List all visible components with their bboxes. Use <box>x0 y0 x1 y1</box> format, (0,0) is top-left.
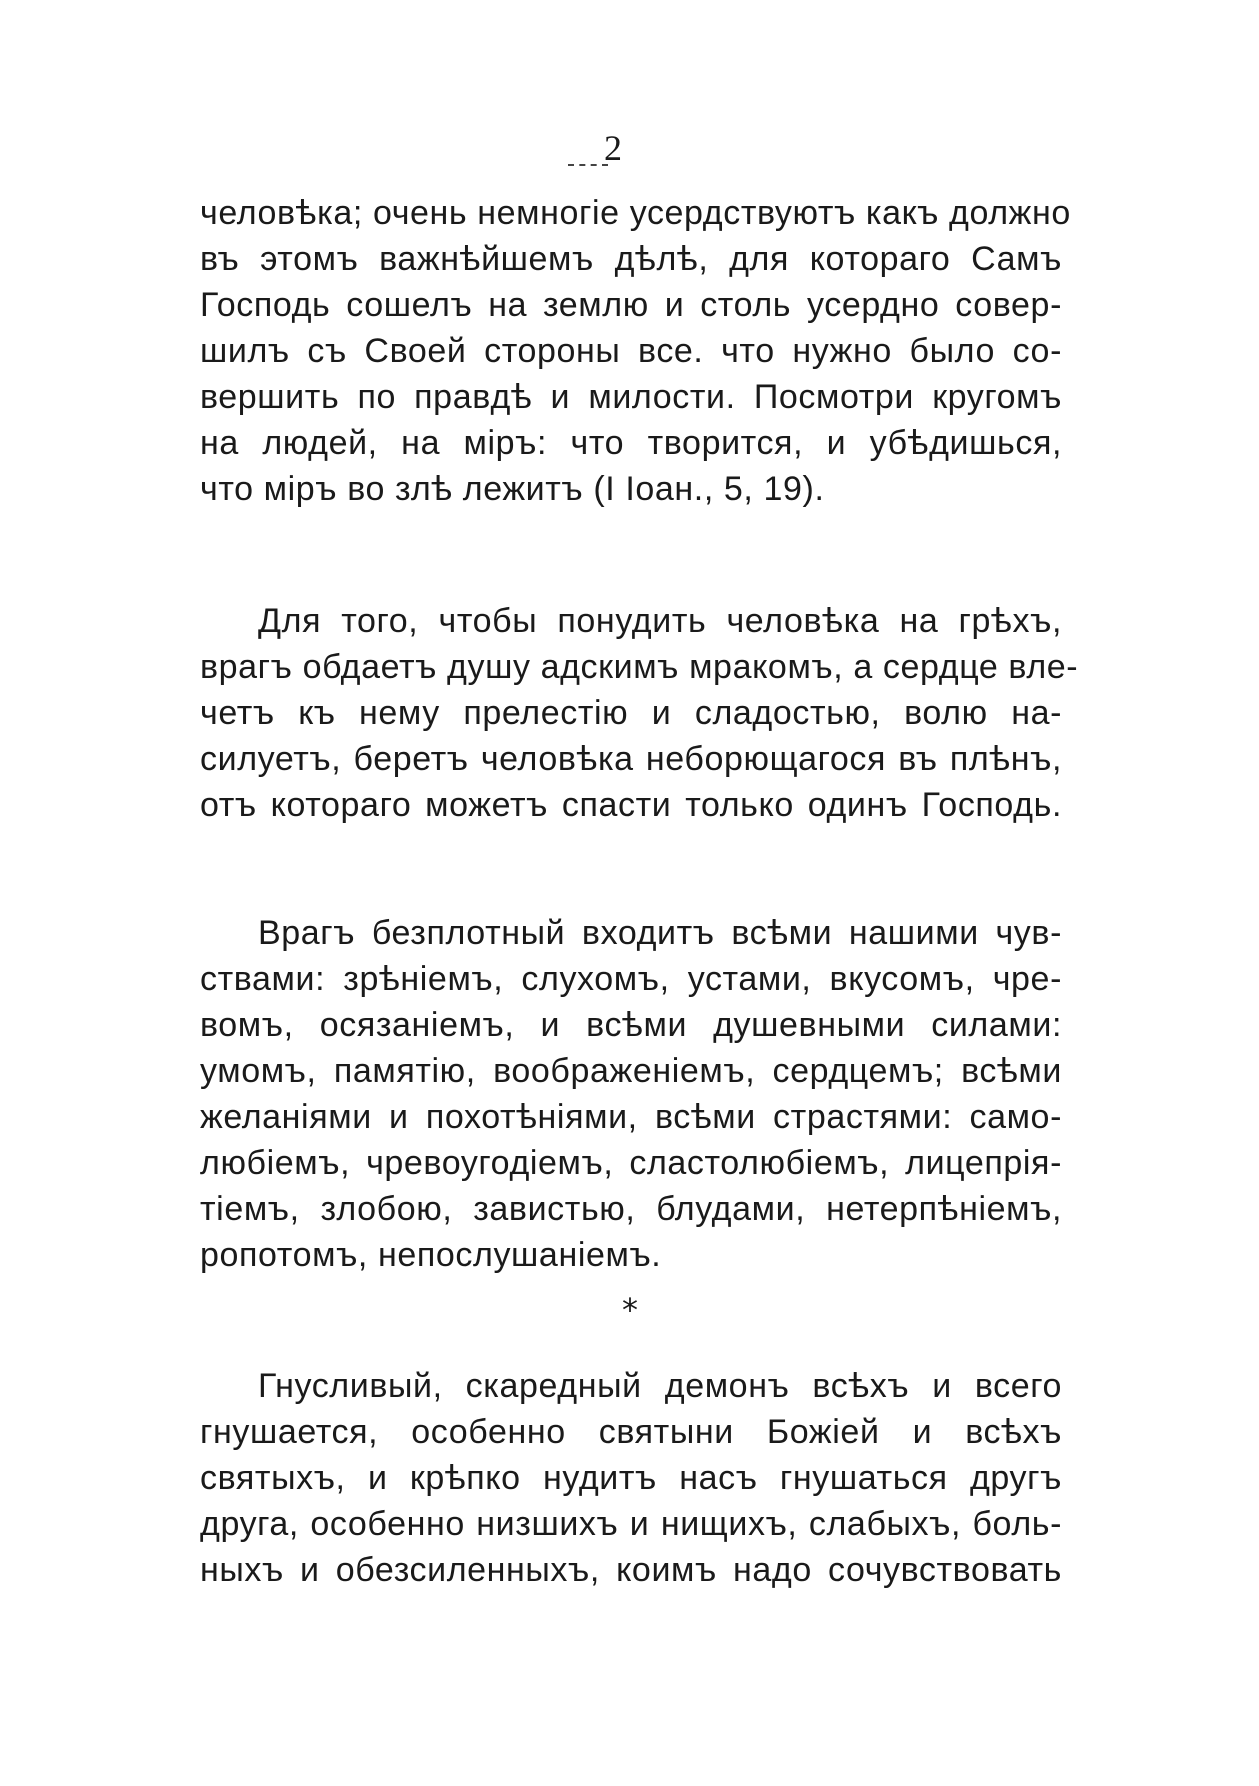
page-number <box>568 128 658 168</box>
text-line: на людей, на міръ: что творится, и убѣдишься, <box>200 424 1062 462</box>
page-number-dash <box>568 164 608 166</box>
text-line: врагъ обдаетъ душу адскимъ мракомъ, а сердце вле- <box>200 648 1079 686</box>
text-line: Врагъ безплотный входитъ всѣми нашими чув- <box>258 914 1062 952</box>
text-line: Гнусливый, скаредный демонъ всѣхъ и всего <box>258 1367 1062 1405</box>
text-line: ропотомъ, непослушаніемъ. <box>200 1236 662 1274</box>
text-line: любіемъ, чревоугодіемъ, сластолюбіемъ, лицепрія- <box>200 1144 1062 1182</box>
text-line: силуетъ, беретъ человѣка неборющагося въ плѣнъ, <box>200 740 1062 778</box>
text-line: ствами: зрѣніемъ, слухомъ, устами, вкусомъ, чре- <box>200 960 1062 998</box>
text-line: въ этомъ важнѣйшемъ дѣлѣ, для котораго Самъ <box>200 240 1062 278</box>
text-line: человѣка; очень немногіе усердствуютъ какъ должно <box>200 194 1071 232</box>
paragraph-4 <box>200 1363 1062 1593</box>
text-line: тіемъ, злобою, завистью, блудами, нетерпѣніемъ, <box>200 1190 1062 1228</box>
text-line: вомъ, осязаніемъ, и всѣми душевными силами: <box>200 1006 1062 1044</box>
section-separator: * <box>622 1291 638 1329</box>
text-line: Для того, чтобы понудить человѣка на грѣхъ, <box>258 602 1062 640</box>
text-line: ныхъ и обезсиленныхъ, коимъ надо сочувствовать <box>200 1551 1062 1589</box>
text-line: гнушается, особенно святыни Божіей и всѣхъ <box>200 1413 1062 1451</box>
text-line: святыхъ, и крѣпко нудитъ насъ гнушаться другъ <box>200 1459 1062 1497</box>
paragraph-1 <box>200 190 1071 512</box>
paragraph-3 <box>200 910 1062 1278</box>
text-line: четъ къ нему прелестію и сладостью, волю на- <box>200 694 1062 732</box>
text-line: умомъ, памятію, воображеніемъ, сердцемъ; всѣми <box>200 1052 1062 1090</box>
text-line: вершить по правдѣ и милости. Посмотри кругомъ <box>200 378 1062 416</box>
text-line: что міръ во злѣ лежитъ (I Іоан., 5, 19). <box>200 470 825 508</box>
text-line: отъ котораго можетъ спасти только одинъ Господь. <box>200 786 1062 824</box>
text-line: шилъ съ Своей стороны все. что нужно было со- <box>200 332 1062 370</box>
paragraph-2 <box>200 598 1079 828</box>
text-line: Господь сошелъ на землю и столь усердно совер- <box>200 286 1062 324</box>
text-line: желаніями и похотѣніями, всѣми страстями: само- <box>200 1098 1062 1136</box>
page-number-text: 2 <box>604 128 622 168</box>
text-line: друга, особенно низшихъ и нищихъ, слабыхъ, боль- <box>200 1505 1062 1543</box>
